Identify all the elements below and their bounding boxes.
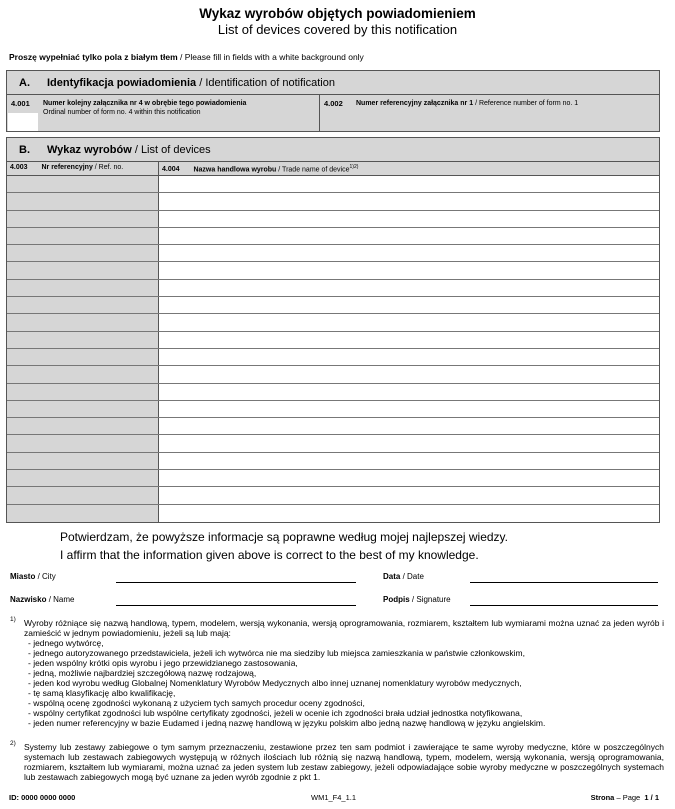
ref-no-cell: [7, 418, 159, 434]
trade-name-input[interactable]: [159, 262, 659, 278]
trade-name-input[interactable]: [159, 349, 659, 365]
section-b-letter: B.: [19, 143, 30, 156]
trade-name-input[interactable]: [159, 401, 659, 417]
trade-name-input[interactable]: [159, 176, 659, 192]
name-label: [10, 595, 75, 604]
date-input[interactable]: [470, 582, 658, 583]
section-a-title-pl: Identyfikacja powiadomienia: [47, 76, 197, 89]
table-row: [7, 314, 659, 331]
table-row: [7, 453, 659, 470]
signature-label-en: / Signature: [411, 595, 451, 604]
signature-label: [383, 595, 451, 604]
footnote-1-item: - wspólny certyfikat zgodności lub wspólne certyfikaty zgodności, jeżeli w ocenie ich zgodności brała udział jednostka notyfikowana,: [28, 708, 523, 718]
instruction-normal: / Please fill in fields with a white background only: [180, 52, 364, 62]
ref-no-cell: [7, 332, 159, 348]
trade-name-input[interactable]: [159, 193, 659, 209]
ref-no-cell: [7, 193, 159, 209]
date-label: [383, 572, 424, 581]
name-label-pl: Nazwisko: [10, 595, 47, 604]
ref-no-cell: [7, 470, 159, 486]
table-row: [7, 418, 659, 435]
device-table-header: [7, 162, 659, 176]
table-row: [7, 505, 659, 522]
table-row: [7, 193, 659, 210]
ref-no-cell: [7, 366, 159, 382]
table-row: [7, 262, 659, 279]
name-input[interactable]: [116, 605, 356, 606]
instruction-bold: Proszę wypełniać tylko pola z białym tłem: [9, 52, 178, 62]
section-b-title-en: / List of devices: [134, 143, 211, 156]
table-row: [7, 470, 659, 487]
ref-no-cell: [7, 245, 159, 261]
ref-no-column-label-en: / Ref. no.: [94, 164, 124, 171]
ref-no-cell: [7, 453, 159, 469]
footnote-1-item: - jednego wytwórcę,: [28, 638, 104, 648]
section-a-title-en: / Identification of notification: [199, 76, 335, 89]
ref-no-cell: [7, 384, 159, 400]
section-b: [6, 137, 660, 523]
form-subtitle: List of devices covered by this notification: [217, 22, 458, 37]
section-a: [6, 70, 660, 132]
name-label-en: / Name: [48, 595, 75, 604]
table-row: [7, 245, 659, 262]
date-label-en: / Date: [402, 572, 424, 581]
city-label-pl: Miasto: [10, 572, 36, 581]
city-input[interactable]: [116, 582, 356, 583]
trade-name-column-label-en: / Trade name of device: [278, 166, 350, 174]
footnote-1-item: - jeden kod wyrobu według Globalnej Nomenklatury Wyrobów Medycznych albo innej uznanej nomenklatury wyrobów medycznych,: [28, 678, 522, 688]
footnote-1-item: - jednego autoryzowanego przedstawiciela, jeżeli ich wytwórca nie ma siedziby lub miejsca zamieszkania w państwie członkowskim,: [28, 648, 525, 658]
trade-name-input[interactable]: [159, 418, 659, 434]
ref-no-cell: [7, 314, 159, 330]
affirmation-pl: Potwierdzam, że powyższe informacje są poprawne według mojej najlepszej wiedzy.: [60, 530, 508, 544]
ref-no-cell: [7, 435, 159, 451]
device-rows: [7, 176, 659, 522]
table-row: [7, 332, 659, 349]
ref-no-column-number: 4.003: [10, 164, 28, 171]
trade-name-input[interactable]: [159, 453, 659, 469]
trade-name-input[interactable]: [159, 280, 659, 296]
table-row: [7, 384, 659, 401]
footnote-1-mark: 1): [10, 616, 16, 623]
ref-no-cell: [7, 505, 159, 522]
trade-name-column-label-pl: Nazwa handlowa wyrobu: [193, 166, 277, 174]
table-row: [7, 435, 659, 452]
ref-no-cell: [7, 280, 159, 296]
ref-no-column-label-pl: Nr referencyjny: [41, 164, 93, 171]
trade-name-input[interactable]: [159, 228, 659, 244]
trade-name-input[interactable]: [159, 314, 659, 330]
trade-name-input[interactable]: [159, 505, 659, 522]
page-number: [591, 793, 659, 802]
trade-name-input[interactable]: [159, 332, 659, 348]
footnote-2-mark: 2): [10, 740, 16, 747]
trade-name-input[interactable]: [159, 384, 659, 400]
page-label-pl: Strona: [590, 793, 615, 802]
trade-name-column-number: 4.004: [162, 166, 180, 174]
section-b-title-pl: Wykaz wyrobów: [47, 143, 132, 156]
section-a-header: [7, 71, 659, 95]
field-4001: [7, 95, 320, 132]
city-label-en: / City: [37, 572, 56, 581]
trade-name-input[interactable]: [159, 245, 659, 261]
page-label-en: – Page: [616, 793, 641, 802]
ref-no-cell: [7, 401, 159, 417]
city-label: [10, 572, 56, 581]
footnote-1-intro: Wyroby różniące się nazwą handlową, typem, modelem, wersją wykonania, wersją oprogramowania, rozmiarem, kształtem lub wymiarami można uznać za jeden wyrób i zamieścić w jednym powiadomieniu, jeżeli są lub mają:: [24, 618, 664, 638]
footnote-2: [10, 742, 664, 782]
footnote-1-item: - jedną, możliwie najbardziej szczegółową nazwę rodzajową,: [28, 668, 257, 678]
table-row: [7, 297, 659, 314]
trade-name-footnote-ref: 1)2): [349, 164, 359, 170]
form-title: Wykaz wyrobów objętych powiadomieniem: [199, 6, 476, 21]
table-row: [7, 211, 659, 228]
footnote-1: [10, 618, 664, 728]
ref-no-cell: [7, 487, 159, 503]
ref-no-column-header: [7, 162, 159, 175]
field-4001-label-pl: Numer kolejny załącznika nr 4 w obrębie tego powiadomienia: [43, 100, 247, 107]
ref-no-cell: [7, 211, 159, 227]
trade-name-input[interactable]: [159, 211, 659, 227]
section-b-header: [7, 138, 659, 162]
table-row: [7, 401, 659, 418]
field-4001-number: 4.001: [11, 99, 30, 108]
footnote-2-text: Systemy lub zestawy zabiegowe o tym samym przeznaczeniu, zestawione przez ten sam podmiot i zawierające te same wyroby medyczne, które w poszczególnych systemach lub zestawach zabiegowych występują w różnych ilościach lub różnią się nazwą handlową, typem, modelem, wersją wykonania, wersją oprogramowania, rozmiarem, kształtem lub wymiarami, można uznać za jeden system lub zestaw zabiegowy, jeżeli odpowiadające sobie wyroby medyczne w poszczególnych systemach lub zestawach zabiegowych mogą być uznane za jeden wyrób zgodnie z pkt 1.: [24, 742, 664, 782]
trade-name-input[interactable]: [159, 487, 659, 503]
ref-no-cell: [7, 297, 159, 313]
form-code: WM1_F4_1.1: [311, 793, 357, 802]
ref-no-cell: [7, 176, 159, 192]
trade-name-input[interactable]: [159, 297, 659, 313]
form-number-input[interactable]: [8, 113, 38, 131]
table-row: [7, 487, 659, 504]
ref-no-cell: [7, 262, 159, 278]
table-row: [7, 228, 659, 245]
field-4001-label-en: Ordinal number of form no. 4 within this notification: [43, 109, 201, 116]
trade-name-input[interactable]: [159, 470, 659, 486]
trade-name-input[interactable]: [159, 435, 659, 451]
affirmation-en: I affirm that the information given above is correct to the best of my knowledge.: [60, 548, 479, 562]
table-row: [7, 349, 659, 366]
signature-label-pl: Podpis: [383, 595, 410, 604]
ref-no-cell: [7, 228, 159, 244]
page-value: 1 / 1: [644, 793, 659, 802]
fill-instruction: [9, 52, 364, 62]
field-4002: [320, 95, 659, 132]
footnote-1-item: - jeden wspólny krótki opis wyrobu i jego przewidzianego zastosowania,: [28, 658, 298, 668]
table-row: [7, 280, 659, 297]
table-row: [7, 176, 659, 193]
ref-no-cell: [7, 349, 159, 365]
table-row: [7, 366, 659, 383]
section-a-letter: A.: [19, 76, 30, 89]
footnote-1-item: - tę samą klasyfikację albo kwalifikację,: [28, 688, 176, 698]
date-label-pl: Data: [383, 572, 401, 581]
trade-name-column-header: [159, 162, 659, 175]
document-id: ID: 0000 0000 0000: [9, 793, 76, 802]
trade-name-input[interactable]: [159, 366, 659, 382]
field-4002-number: 4.002: [324, 99, 343, 108]
field-4002-label-en: / Reference number of form no. 1: [475, 100, 579, 107]
footnote-1-item: - wspólną ocenę zgodności wykonaną z użyciem tych samych procedur oceny zgodności,: [28, 698, 365, 708]
signature-input[interactable]: [470, 605, 658, 606]
footnote-1-item: - jeden numer referencyjny w bazie Eudamed i jedną nazwę handlową w języku polskim albo jedną nazwę handlową w języku angielskim.: [28, 718, 546, 728]
field-4002-label-pl: Numer referencyjny załącznika nr 1: [356, 100, 474, 107]
